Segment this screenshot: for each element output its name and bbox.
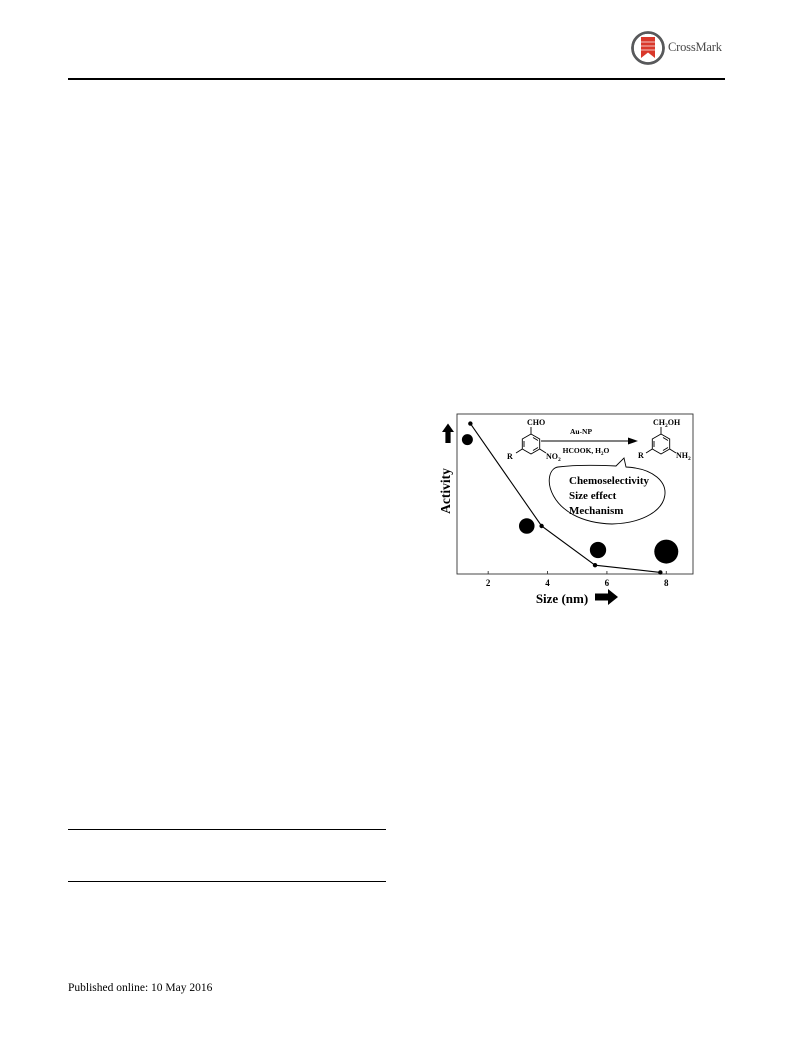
y-axis-label-group	[438, 424, 454, 514]
bubble-line-1: Chemoselectivity	[569, 475, 650, 487]
header-rule	[68, 78, 725, 80]
particle-marker	[519, 518, 535, 534]
right-arrow-icon	[595, 589, 618, 605]
footnote-rule-1	[68, 829, 386, 830]
product-r: R	[638, 451, 644, 460]
up-arrow-icon	[442, 424, 454, 444]
footnote-rule-2	[68, 881, 386, 882]
bubble-line-3: Mechanism	[569, 505, 624, 517]
x-tick-label: 6	[604, 578, 610, 588]
reactant-cho: CHO	[527, 418, 546, 427]
activity-point	[468, 421, 472, 425]
bubble-line-2: Size effect	[569, 490, 617, 502]
reactant-structure	[516, 427, 546, 454]
crossmark-logo-icon	[631, 30, 665, 66]
particle-marker	[462, 434, 473, 445]
product-structure	[646, 427, 676, 454]
catalyst-label: Au-NP	[569, 427, 593, 436]
reactant-r: R	[507, 452, 513, 461]
x-tick-label: 4	[545, 578, 550, 588]
published-date: Published online: 10 May 2016	[68, 982, 213, 994]
crossmark-label: CrossMark	[668, 40, 722, 54]
product-nh2: $NH_2$	[676, 451, 691, 462]
particle-marker	[590, 542, 606, 558]
product-ch2oh: $CH_2OH$	[653, 418, 681, 429]
x-tick-label: 8	[664, 578, 669, 588]
x-axis-label: Size (nm)	[535, 591, 589, 606]
particle-marker	[654, 540, 678, 564]
reaction-arrowhead-icon	[628, 438, 638, 445]
activity-point	[658, 570, 662, 574]
activity-point	[539, 524, 543, 528]
crossmark-badge[interactable]	[631, 30, 761, 66]
x-axis-label-group	[536, 589, 618, 606]
activity-point	[593, 563, 597, 567]
graphical-abstract-chart	[436, 406, 698, 608]
x-tick-label: 2	[485, 578, 491, 588]
reactant-no2: $NO_2$	[546, 452, 561, 463]
graphical-abstract	[436, 406, 698, 608]
y-axis-label: Activity	[438, 468, 453, 514]
conditions-label: HCOOK, $H_2O$	[562, 446, 610, 457]
